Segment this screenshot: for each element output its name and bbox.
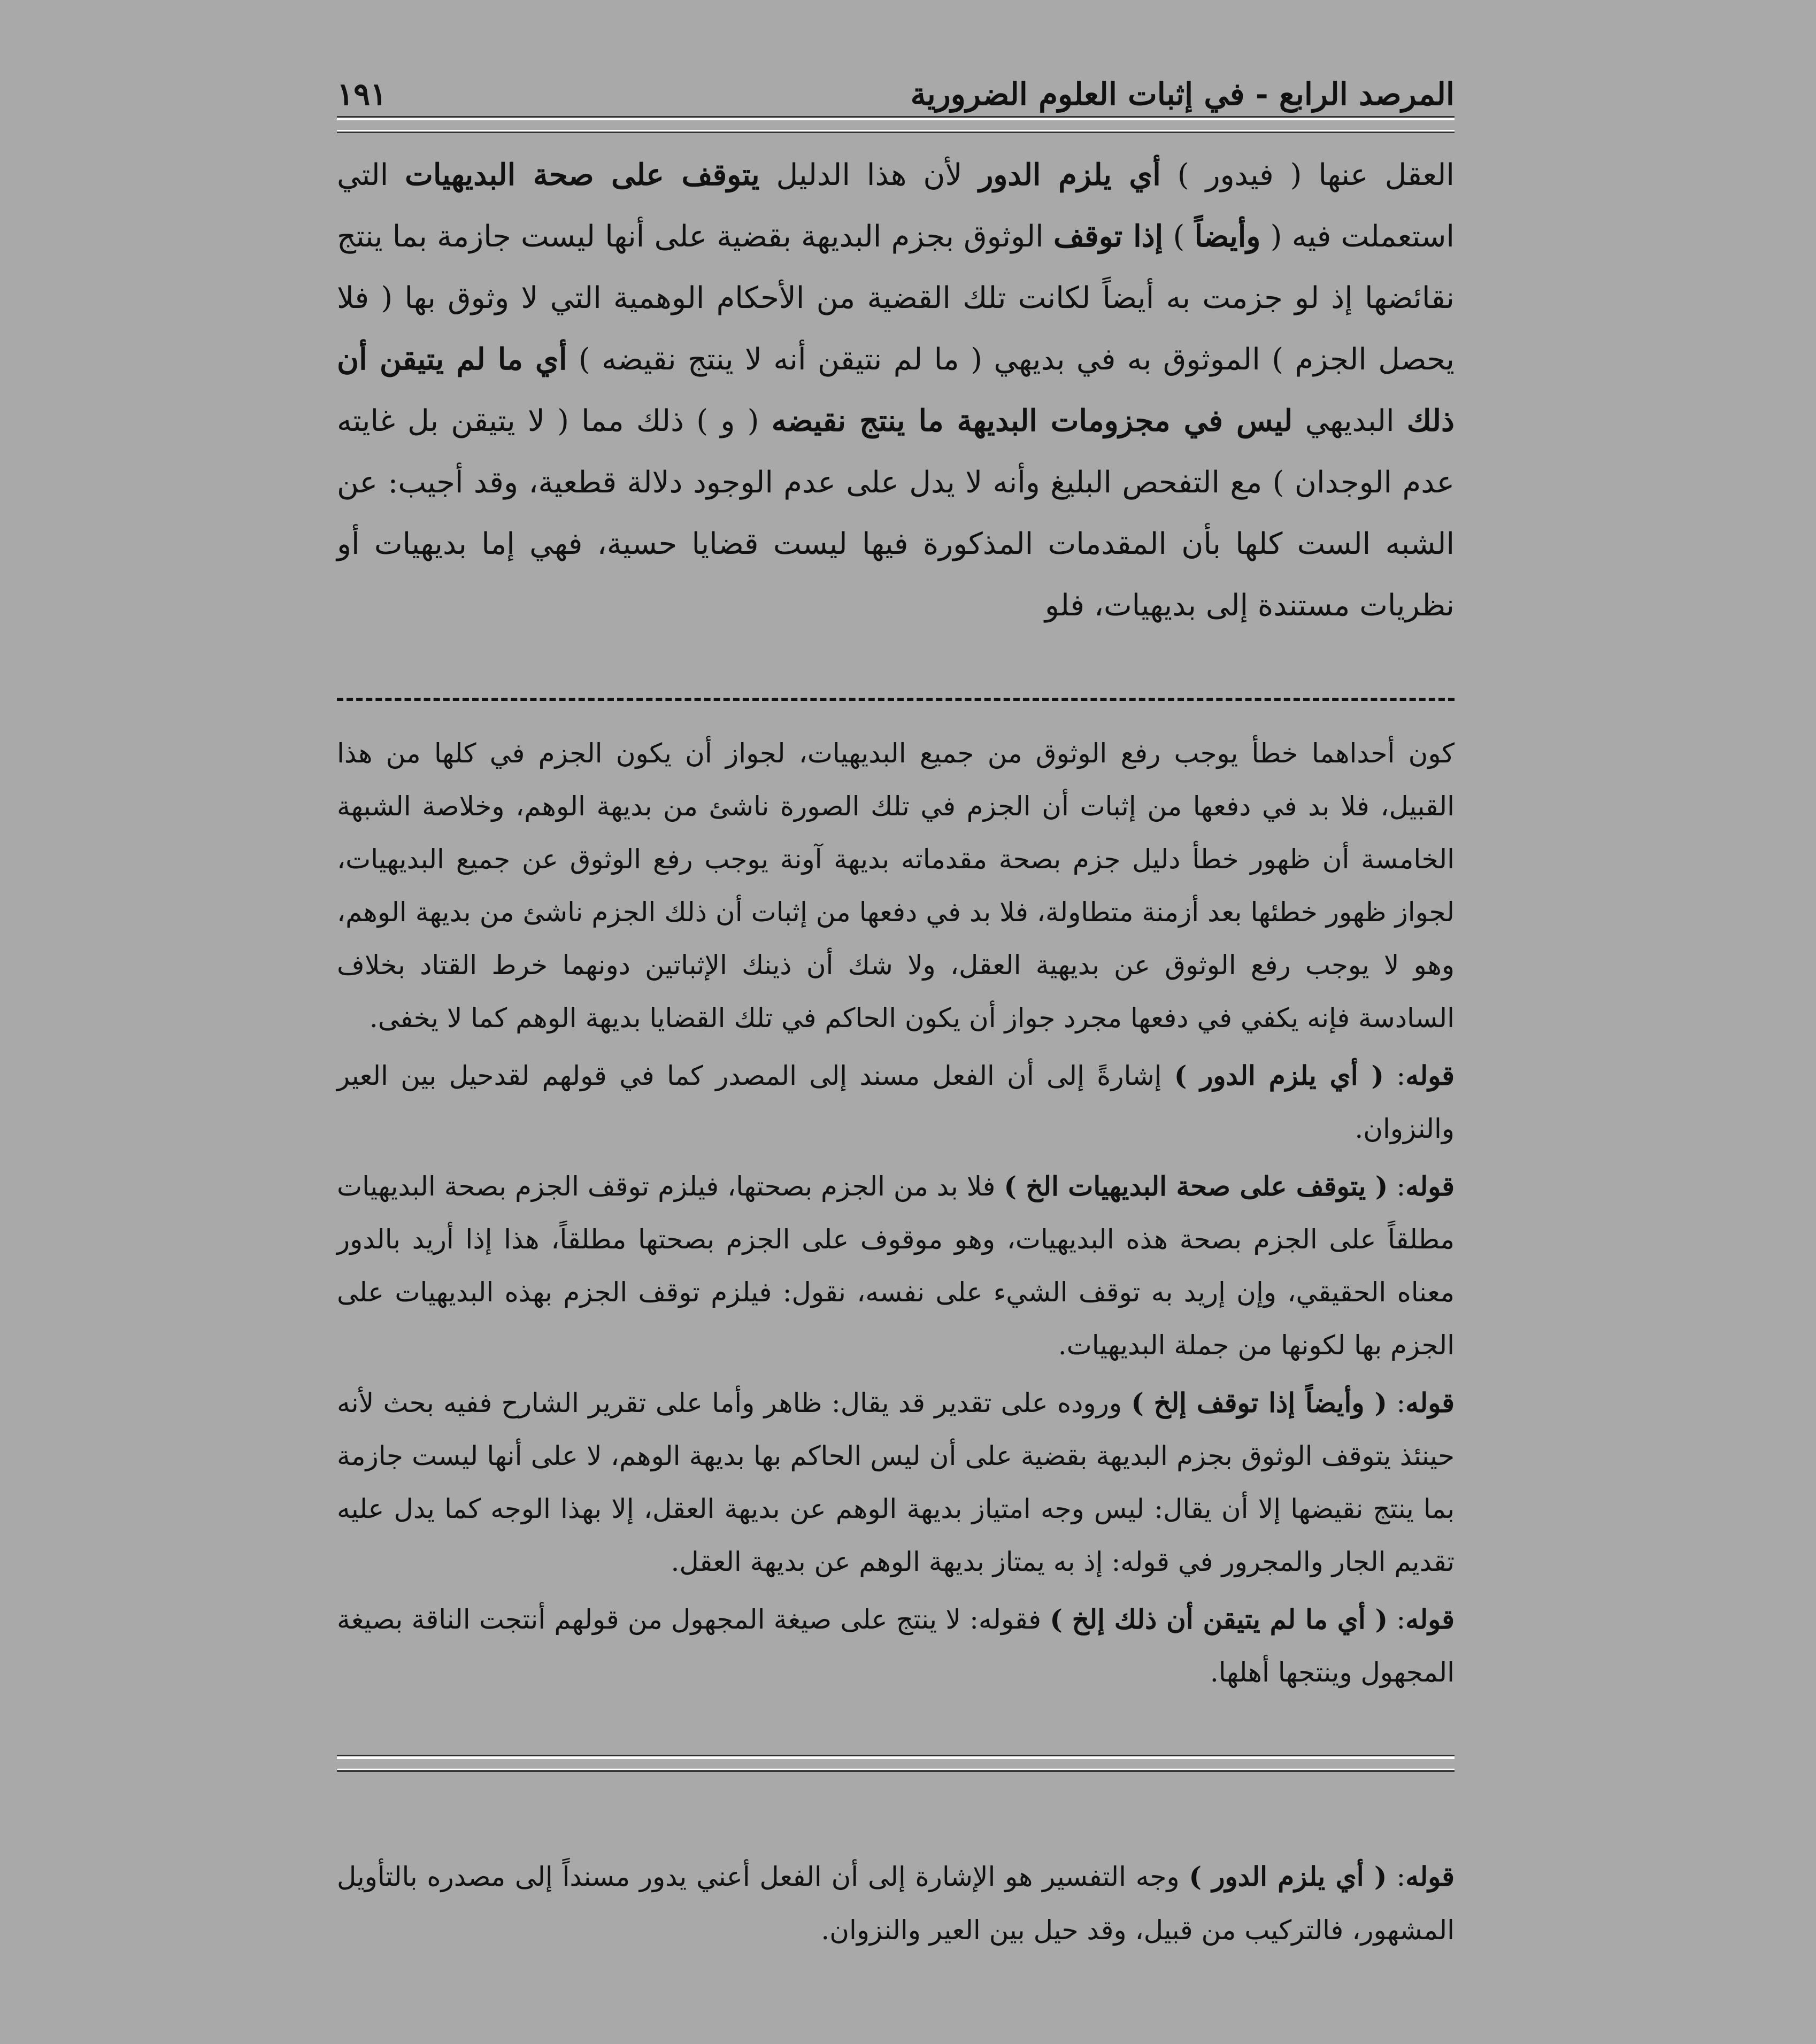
note-label: قوله <box>1405 1861 1455 1892</box>
note-quote: ( يتوقف على صحة البديهيات الخ ) <box>1004 1170 1388 1202</box>
note-text: فلا بد من الجزم بصحتها، فيلزم توقف الجزم بصحة البديهيات مطلقاً على الجزم بصحة هذه البديهيات، وهو موقوف على الجزم بصحتها مطلقاً، هذا إذا أريد بالدور معناه الحقيقي، وإن إريد به توقف الشيء على نفسه، نقول: فيلزم توقف الجزم بهذه البديهيات على الجزم بها لكونها من جملة البديهيات. <box>337 1171 1455 1361</box>
main-text-bold-run: وأيضاً <box>1194 219 1261 254</box>
footnote-rule <box>337 1756 1455 1770</box>
note-label: قوله <box>1405 1387 1455 1418</box>
main-text-run: ( و ) ذلك مما ( لا يتيقن بل غايته عدم الوجدان ) مع التفحص البليغ وأنه لا يدل على عدم الوجود دلالة قطعية، وقد أجيب: عن الشبه الست كلها بأن المقدمات المذكورة فيها ليست قضايا حسية، فهي إما بديهيات أو نظريات مستندة إلى بديهيات، فلو <box>337 404 1455 623</box>
note-quote: ( أي ما لم يتيقن أن ذلك إلخ ) <box>1050 1603 1388 1635</box>
commentary-intro: كون أحداهما خطأ يوجب رفع الوثوق من جميع البديهيات، لجواز أن يكون الجزم في كلها من هذا القبيل، فلا بد في دفعها من إثبات أن الجزم في تلك الصورة ناشئ من بديهة الوهم، وخلاصة الشبهة الخامسة أن ظهور خطأ دليل جزم بصحة مقدماته بديهة آونة يوجب رفع الوثوق عن جميع البديهيات، لجواز ظهور خطئها بعد أزمنة متطاولة، فلا بد في دفعها من إثبات أن ذلك الجزم ناشئ من بديهة الوهم، وهو لا يوجب رفع الوثوق عن بديهية العقل، ولا شك أن ذينك الإثباتين دونهما خرط القتاد بخلاف السادسة فإنه يكفي في دفعها مجرد جواز أن يكون الحاكم في تلك القضايا بديهة الوهم كما لا يخفى. <box>337 738 1455 1033</box>
note-label: قوله <box>1405 1603 1455 1635</box>
chapter-title: المرصد الرابع - في إثبات العلوم الضرورية <box>910 76 1455 112</box>
note-quote: ( أي يلزم الدور ) <box>1174 1060 1384 1091</box>
note-text: وجه التفسير هو الإشارة إلى أن الفعل أعني يدور مسنداً إلى مصدره بالتأويل المشهور، فالتركيب من قبيل، وقد حيل بين العير والنزوان. <box>337 1861 1455 1946</box>
note-label: قوله <box>1405 1060 1455 1091</box>
main-text-run: لأن هذا الدليل <box>759 158 979 192</box>
book-page <box>337 64 1455 1989</box>
main-text-run: العقل عنها ( فيدور ) <box>1160 158 1455 192</box>
page-number: ١٩١ <box>337 76 387 112</box>
main-text-bold-run: أي يلزم الدور <box>979 157 1161 192</box>
main-text-run: ) <box>1163 219 1195 254</box>
main-text-bold-run: أي ما لم يتيقن أن ذلك <box>337 342 1455 438</box>
main-text-run: البديهي <box>1292 404 1407 438</box>
main-paragraph <box>337 144 1455 636</box>
commentary-section <box>337 727 1455 1703</box>
note-text: فقوله: لا ينتج على صيغة المجهول من قولهم أنتجت الناقة بصيغة المجهول وينتجها أهلها. <box>337 1604 1455 1688</box>
note-quote: ( وأيضاً إذا توقف إلخ ) <box>1131 1387 1388 1418</box>
running-header <box>337 64 1455 112</box>
section-divider <box>337 698 1455 701</box>
main-text <box>337 144 1455 636</box>
note-label: قوله <box>1405 1170 1455 1202</box>
main-text-bold-run: يتوقف على صحة البديهيات <box>405 157 760 192</box>
note-quote: ( أي يلزم الدور ) <box>1189 1861 1387 1892</box>
footnote-section <box>337 1850 1455 1957</box>
note-text: وروده على تقدير قد يقال: ظاهر وأما على تقرير الشارح ففيه بحث لأنه حينئذ يتوقف الوثوق بجزم البديهة بقضية على أن ليس الحاكم بها بديهة الوهم، لا على أنها ليست جازمة بما ينتج نقيضها إلا أن يقال: ليس وجه امتياز بديهة الوهم عن بديهة العقل، إلا بهذا الوجه كما يدل عليه تقديم الجار والمجرور في قوله: إذ به يمتاز بديهة الوهم عن بديهة العقل. <box>337 1387 1455 1577</box>
commentary-note: قوله: ( يتوقف على صحة البديهيات الخ ) فلا بد من الجزم بصحتها، فيلزم توقف الجزم بصحة البديهيات مطلقاً على الجزم بصحة هذه البديهيات، وهو موقوف على الجزم بصحتها مطلقاً، هذا إذا أريد بالدور معناه الحقيقي، وإن إريد به توقف الشيء على نفسه، نقول: فيلزم توقف الجزم بهذه البديهيات على الجزم بها لكونها من جملة البديهيات. <box>337 1170 1455 1361</box>
main-text-run: الوثوق بجزم البديهة بقضية على أنها ليست جازمة بما ينتج نقائضها إذ لو جزمت به أيضاً لكانت تلك القضية من الأحكام الوهمية التي لا وثوق بها ( فلا يحصل الجزم ) الموثوق به في بديهي ( ما لم نتيقن أنه لا ينتج نقيضه ) <box>337 219 1455 377</box>
commentary-note: قوله: ( وأيضاً إذا توقف إلخ ) وروده على تقدير قد يقال: ظاهر وأما على تقرير الشارح ففيه بحث لأنه حينئذ يتوقف الوثوق بجزم البديهة بقضية على أن ليس الحاكم بها بديهة الوهم، لا على أنها ليست جازمة بما ينتج نقيضها إلا أن يقال: ليس وجه امتياز بديهة الوهم عن بديهة العقل، إلا بهذا الوجه كما يدل عليه تقديم الجار والمجرور في قوله: إذ به يمتاز بديهة الوهم عن بديهة العقل. <box>337 1387 1455 1577</box>
note-text: إشارةً إلى أن الفعل مسند إلى المصدر كما في قولهم لقدحيل بين العير والنزوان. <box>337 1060 1455 1144</box>
main-text-run: التي استعملت فيه ( <box>337 158 1455 254</box>
commentary-note: قوله: ( أي ما لم يتيقن أن ذلك إلخ ) فقوله: لا ينتج على صيغة المجهول من قولهم أنتجت الناقة بصيغة المجهول وينتجها أهلها. <box>337 1603 1455 1688</box>
main-text-bold-run: إذا توقف <box>1053 219 1164 254</box>
commentary-note: قوله: ( أي يلزم الدور ) إشارةً إلى أن الفعل مسند إلى المصدر كما في قولهم لقدحيل بين العير والنزوان. <box>337 1060 1455 1144</box>
main-text-bold-run: ليس في مجزومات البديهة ما ينتج نقيضه <box>771 403 1293 438</box>
header-rule <box>337 118 1455 132</box>
footnote-note: قوله: ( أي يلزم الدور ) وجه التفسير هو الإشارة إلى أن الفعل أعني يدور مسنداً إلى مصدره بالتأويل المشهور، فالتركيب من قبيل، وقد حيل بين العير والنزوان. <box>337 1861 1455 1946</box>
